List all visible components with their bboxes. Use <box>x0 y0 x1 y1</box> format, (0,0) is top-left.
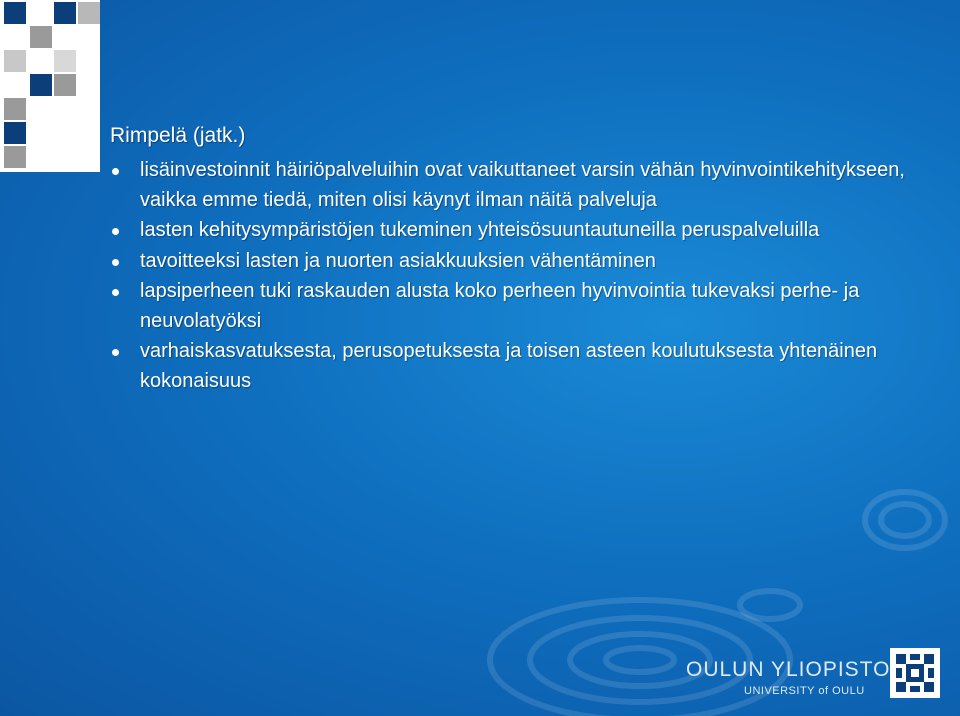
pattern-square <box>54 2 76 24</box>
bullet-dot-icon <box>112 259 119 266</box>
pattern-square <box>54 50 76 72</box>
bullet-list <box>110 156 910 396</box>
bullet-dot-icon <box>112 289 119 296</box>
bullet-item <box>110 216 910 246</box>
bullet-text: lasten kehitysympäristöjen tukeminen yhteisösuuntautuneilla peruspalveluilla <box>140 219 820 241</box>
bullet-dot-icon <box>112 349 119 356</box>
bullet-item <box>110 247 910 277</box>
pattern-square <box>54 74 76 96</box>
pattern-square <box>4 146 26 168</box>
university-logo <box>686 658 891 703</box>
pattern-square <box>4 50 26 72</box>
pattern-square <box>4 2 26 24</box>
bullet-text: tavoitteeksi lasten ja nuorten asiakkuuksien vähentäminen <box>140 249 656 272</box>
slide-content <box>110 122 910 397</box>
pattern-square <box>78 2 100 24</box>
bullet-item <box>110 277 910 336</box>
pattern-square <box>4 122 26 144</box>
corner-square-pattern <box>0 0 110 175</box>
bullet-item <box>110 156 910 215</box>
pattern-square <box>30 74 52 96</box>
logo-subtitle: UNIVERSITY of OULU <box>744 685 865 697</box>
logo-name: OULUN YLIOPISTO <box>686 658 891 681</box>
pattern-square <box>4 98 26 120</box>
bullet-item <box>110 337 910 396</box>
pattern-square <box>30 26 52 48</box>
slide-title: Rimpelä (jatk.) <box>110 124 246 147</box>
university-emblem-icon <box>890 648 940 698</box>
bullet-text: lisäinvestoinnit häiriöpalveluihin ovat vaikuttaneet varsin vähän hyvinvointikehitykseen, vaikka emme tiedä, miten olisi käynyt ilman näitä palveluja <box>140 159 905 211</box>
bullet-dot-icon <box>112 168 119 175</box>
bullet-text: varhaiskasvatuksesta, perusopetuksesta ja toisen asteen koulutuksesta yhtenäinen kokonaisuus <box>140 340 878 392</box>
bullet-text: lapsiperheen tuki raskauden alusta koko perheen hyvinvointia tukevaksi perhe- ja neuvolatyöksi <box>140 280 860 332</box>
pattern-square <box>30 146 52 168</box>
bullet-dot-icon <box>112 228 119 235</box>
